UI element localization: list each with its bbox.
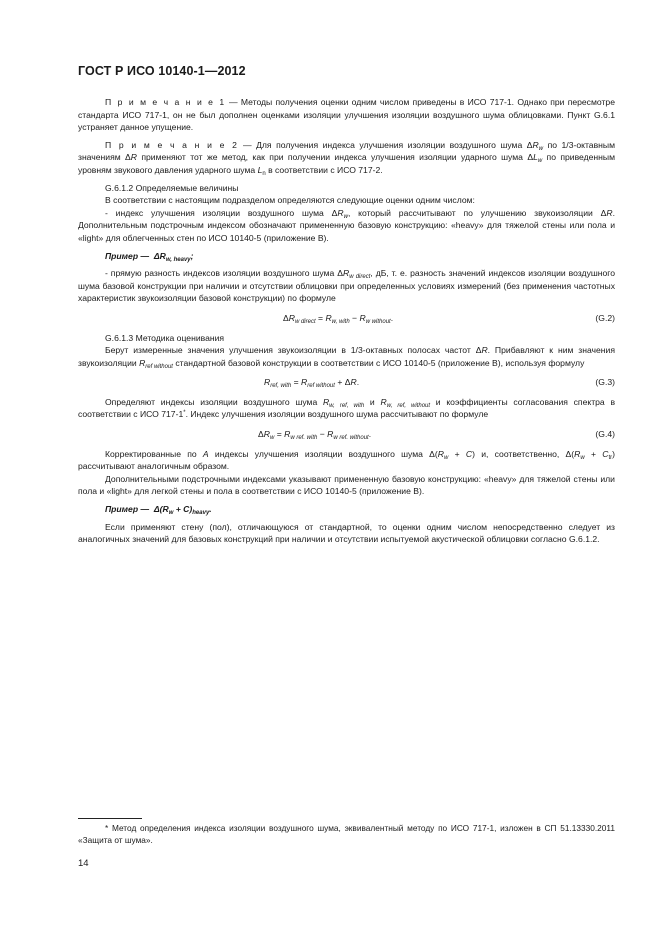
footnote: * Метод определения индекса изоляции воздушного шума, эквивалентный методу по ИСО 717-1, изложен в СП 51.13330.2011 «Защита от шума».	[78, 823, 615, 846]
formula-g2: $\Delta R_{w direct} = R_{w, with} - R_{w without}$. (G.2)	[283, 312, 615, 325]
example-line: Пример — $\Delta(R_w + C)_{heavy}$.	[105, 504, 212, 517]
footnote-divider	[78, 818, 142, 819]
formula-g3: $R_{ref, with} = R_{ref without} + \Delta R$. (G.3)	[264, 377, 615, 390]
list-item: - индекс улучшения изоляции воздушного шума $\Delta R_w$, который рассчитывают по улучшению звукоизоляции ΔR. Дополнительным подстрочным индексом обозначают примененную базовую конструкцию: «heavy» для тяжелой стены или пола и «light» для облегченных стен по ИСО 10140-5 (приложение В).	[78, 207, 615, 243]
body-text	[78, 96, 615, 546]
note-1: П р и м е ч а н и е 1 — Методы получения оценки одним числом приведены в ИСО 717-1. Однако при пересмотре стандарта ИСО 717-1, он не был дополнен оценками изоляции улучшения изоляции воздушного шума облицовками. Пункт G.6.1 устраняет данное упущение.	[78, 97, 615, 133]
page-number: 14	[78, 858, 89, 869]
paragraph: В соответствии с настоящим подразделом определяются следующие оценки одним числом:	[105, 195, 475, 206]
formula-g4: $\Delta R_w = R_{w ref. with} - R_{w ref. without}$. (G.4)	[258, 429, 615, 442]
page-header: ГОСТ Р ИСО 10140-1—2012	[78, 64, 246, 78]
paragraph: Корректированные по A индексы улучшения изоляции воздушного шума $\Delta(R_w + C)$ и, соответственно, $\Delta(R_w + C_{tr})$ рассчитывают аналогичным образом.	[78, 448, 616, 472]
section-heading: G.6.1.2 Определяемые величины	[105, 182, 239, 193]
section-heading: G.6.1.3 Методика оценивания	[105, 332, 225, 343]
example-line: Пример — $\Delta R_{w, heavy}$;	[105, 250, 194, 263]
note-2: П р и м е ч а н и е 2 — Для получения индекса улучшения изоляции воздушного шума $\Delta R_w$ по 1/3-октавным значениям ΔR применяют тот же метод, как при получении индекса улучшения изоляции ударного шума $\Delta L_w$ по приведенным уровням звукового давления ударного шума $L_n$ в соответствии с ИСО 717-2.	[78, 139, 616, 177]
paragraph: Если применяют стену (пол), отличающуюся от стандартной, то оценки одним числом непосредственно следует из аналогичных значений для базовых конструкций при наличии и отсутствии испытуемой акустической облицовки согласно G.6.1.2.	[78, 521, 615, 545]
list-item: - прямую разность индексов изоляции воздушного шума $\Delta R_{w direct}$, дБ, т. е. разность значений индексов изоляции воздушного шума базовой конструкции при наличии и отсутствии облицовки при определенных условиях измерений (без применения частотных характеристик звукоизоляции базовой конструкции) по формуле	[78, 268, 616, 304]
paragraph: Берут измеренные значения улучшения звукоизоляции в 1/3-октавных полосах частот ΔR. Прибавляют к ним значения звукоизоляции $R_{ref without}$ стандартной базовой конструкции в соответствии с ИСО 10140-5 (приложение В), используя формулу	[78, 345, 616, 370]
paragraph: Дополнительными подстрочными индексами указывают примененную базовую конструкцию: «heavy» для тяжелой стены или пола и «light» для легкой стены и пола в соответствии с ИСО 10140-5 (приложение В).	[78, 473, 615, 497]
paragraph: Определяют индексы изоляции воздушного шума $R_{w, ref, with}$ и $R_{w, ref, without}$ и коэффициенты согласования спектра в соответствии с ИСО 717-1*. Индекс улучшения изоляции воздушного шума рассчитывают по формуле	[78, 396, 616, 420]
